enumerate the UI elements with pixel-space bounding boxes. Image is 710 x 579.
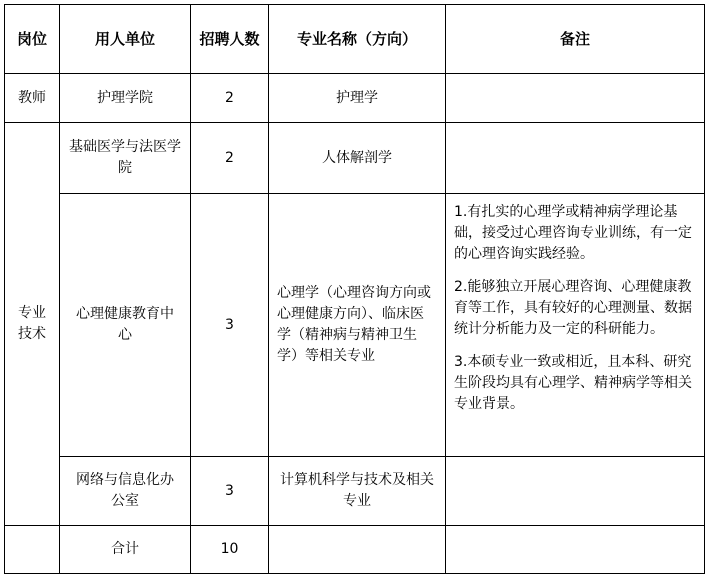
cell-note [446, 194, 705, 457]
table-row [5, 74, 705, 123]
note-item-1: 1.有扎实的心理学或精神病学理论基础，接受过心理咨询专业训练，有一定的心理咨询实践经验。 [454, 204, 692, 262]
header-count: 招聘人数 [191, 5, 269, 74]
note-item-2: 2.能够独立开展心理咨询、心理健康教育等工作，具有较好的心理测量、数据统计分析能力及一定的科研能力。 [454, 279, 692, 337]
header-unit: 用人单位 [60, 5, 191, 74]
cell-position: 教师 [5, 74, 60, 123]
cell-note [446, 74, 705, 123]
header-note: 备注 [446, 5, 705, 74]
cell-major [269, 526, 446, 574]
total-row [5, 526, 705, 574]
cell-major: 心理学（心理咨询方向或心理健康方向）、临床医学（精神病与精神卫生学）等相关专业 [269, 194, 446, 457]
cell-count: 3 [191, 457, 269, 526]
cell-unit: 心理健康教育中心 [60, 194, 191, 457]
cell-note [446, 526, 705, 574]
cell-note [446, 457, 705, 526]
cell-note [446, 123, 705, 194]
total-label: 合计 [60, 526, 191, 574]
cell-position [5, 526, 60, 574]
cell-count: 3 [191, 194, 269, 457]
table-row [5, 194, 705, 457]
cell-unit: 基础医学与法医学院 [60, 123, 191, 194]
header-row [5, 5, 705, 74]
cell-count: 2 [191, 123, 269, 194]
recruitment-table [4, 4, 705, 574]
cell-major: 护理学 [269, 74, 446, 123]
table-row [5, 457, 705, 526]
header-position: 岗位 [5, 5, 60, 74]
table-row [5, 123, 705, 194]
cell-count: 2 [191, 74, 269, 123]
cell-major: 计算机科学与技术及相关专业 [269, 457, 446, 526]
cell-unit: 护理学院 [60, 74, 191, 123]
cell-major: 人体解剖学 [269, 123, 446, 194]
note-item-3: 3.本硕专业一致或相近，且本科、研究生阶段均具有心理学、精神病学等相关专业背景。 [454, 354, 692, 412]
total-count: 10 [191, 526, 269, 574]
cell-position: 专业技术 [5, 123, 60, 526]
header-major: 专业名称（方向） [269, 5, 446, 74]
cell-unit: 网络与信息化办公室 [60, 457, 191, 526]
